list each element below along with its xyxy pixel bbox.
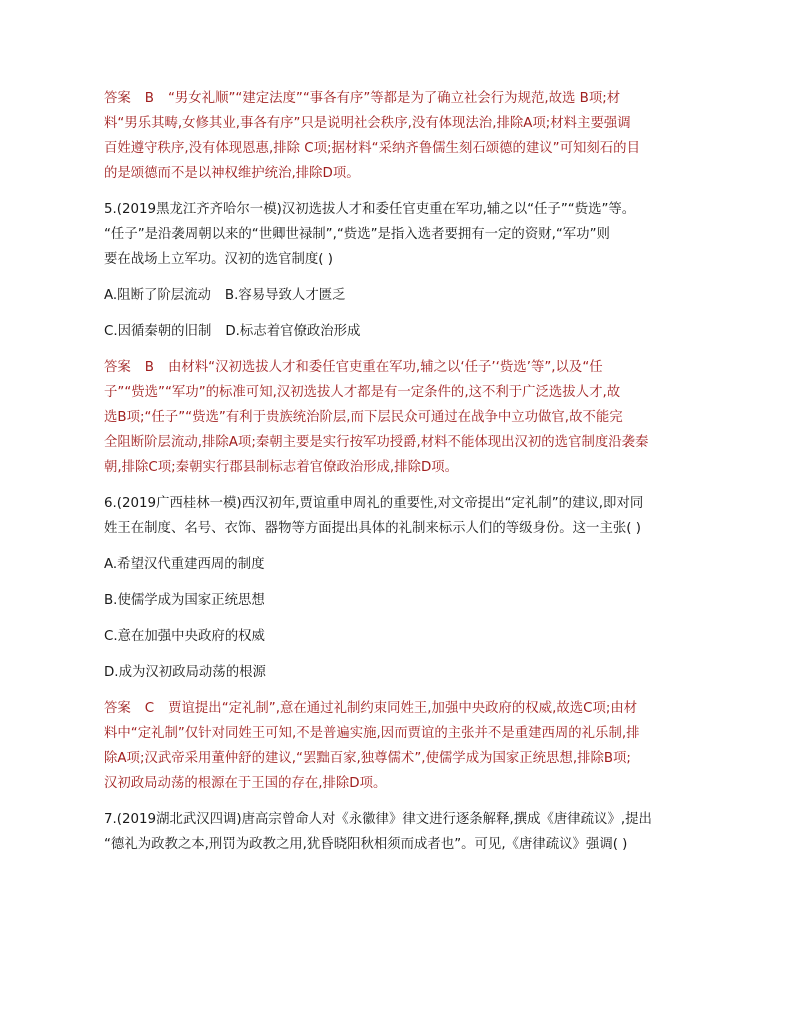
answer-letter: B [144,360,154,375]
spacer [104,480,694,491]
answer-line: 汉初政局动荡的根源在于王国的存在,排除D项。 [104,776,387,791]
q5-answer-block [104,355,694,480]
question-line: 7.(2019湖北武汉四调)唐高宗曾命人对《永徽律》律文进行逐条解释,撰成《唐律疏议》,提出 [104,812,652,827]
option-d: D.标志着官僚政治形成 [225,324,361,339]
question-line: 姓王在制度、名号、衣饰、器物等方面提出具体的礼制来标示人们的等级身份。这一主张( ) [104,521,641,536]
option-c: C.意在加强中央政府的权威 [104,629,265,644]
answer-text: “男女礼顺”“建定法度”“事各有序”等都是为了确立社会行为规范,故选 B项;材 [167,91,621,106]
spacer [104,308,694,319]
answer-label: 答案 [104,91,131,106]
question-line: 6.(2019广西桂林一模)西汉初年,贾谊重申周礼的重要性,对文帝提出“定礼制”的建议,即对同 [104,496,644,511]
spacer [104,685,694,696]
question-line: 5.(2019黑龙江齐齐哈尔一模)汉初选拔人才和委任官吏重在军功,辅之以“任子”“赀选”等。 [104,202,636,217]
question-line: “任子”是沿袭周朝以来的“世卿世禄制”,“赀选”是指入选者要拥有一定的资财,“军功”则 [104,227,610,242]
document-page [104,86,694,857]
answer-line: 的是颂德而不是以神权维护统治,排除D项。 [104,166,360,181]
q4-answer-block [104,86,694,186]
q5-options-row-2 [104,319,694,344]
answer-line: 朝,排除C项;秦朝实行郡县制标志着官僚政治形成,排除D项。 [104,460,459,475]
answer-line: 料中“定礼制”仅针对同姓王可知,不是普遍实施,因而贾谊的主张并不是重建西周的礼乐制,排 [104,726,640,741]
question-7 [104,807,694,857]
question-6 [104,491,694,541]
q6-answer-block [104,696,694,796]
question-line: “德礼为政教之本,刑罚为政教之用,犹昏晓阳秋相须而成者也”。可见,《唐律疏议》强调( ) [104,837,628,852]
option-b: B.使儒学成为国家正统思想 [104,593,265,608]
spacer [104,577,694,588]
spacer [104,272,694,283]
answer-line: 除A项;汉武帝采用董仲舒的建议,“罢黜百家,独尊儒术”,使儒学成为国家正统思想,排除B项; [104,751,631,766]
spacer [104,796,694,807]
answer-line: 百姓遵守秩序,没有体现恩惠,排除 C项;据材料“采纳齐鲁儒生刻石颂德的建议”可知刻石的目 [104,141,640,156]
answer-letter: C [144,701,155,716]
option-b: B.容易导致人才匮乏 [224,288,346,303]
question-5 [104,197,694,272]
answer-line: 子”“赀选”“军功”的标准可知,汉初选拔人才都是有一定条件的,这不利于广泛选拔人才,故 [104,385,621,400]
spacer [104,186,694,197]
q5-options-row-1 [104,283,694,308]
answer-text: 贾谊提出“定礼制”,意在通过礼制约束同姓王,加强中央政府的权威,故选C项;由材 [168,701,638,716]
answer-label: 答案 [104,360,131,375]
option-a: A.阻断了阶层流动 [104,288,211,303]
answer-line: 全阻断阶层流动,排除A项;秦朝主要是实行按军功授爵,材料不能体现出汉初的选官制度沿袭秦 [104,435,649,450]
answer-line [104,355,694,380]
question-line: 要在战场上立军功。汉初的选官制度( ) [104,252,333,267]
option-c: C.因循秦朝的旧制 [104,324,212,339]
answer-line: 料“男乐其畴,女修其业,事各有序”只是说明社会秩序,没有体现法治,排除A项;材料主要强调 [104,116,631,131]
option-a: A.希望汉代重建西周的制度 [104,557,265,572]
spacer [104,649,694,660]
answer-line: 选B项;“任子”“赀选”有利于贵族统治阶层,而下层民众可通过在战争中立功做官,故不能完 [104,410,623,425]
answer-label: 答案 [104,701,131,716]
spacer [104,541,694,552]
answer-line [104,86,694,111]
answer-letter: B [144,91,154,106]
answer-line [104,696,694,721]
spacer [104,613,694,624]
spacer [104,344,694,355]
answer-text: 由材料“汉初选拔人才和委任官吏重在军功,辅之以‘任子’‘赀选’等”,以及“任 [167,360,603,375]
option-d: D.成为汉初政局动荡的根源 [104,665,266,680]
